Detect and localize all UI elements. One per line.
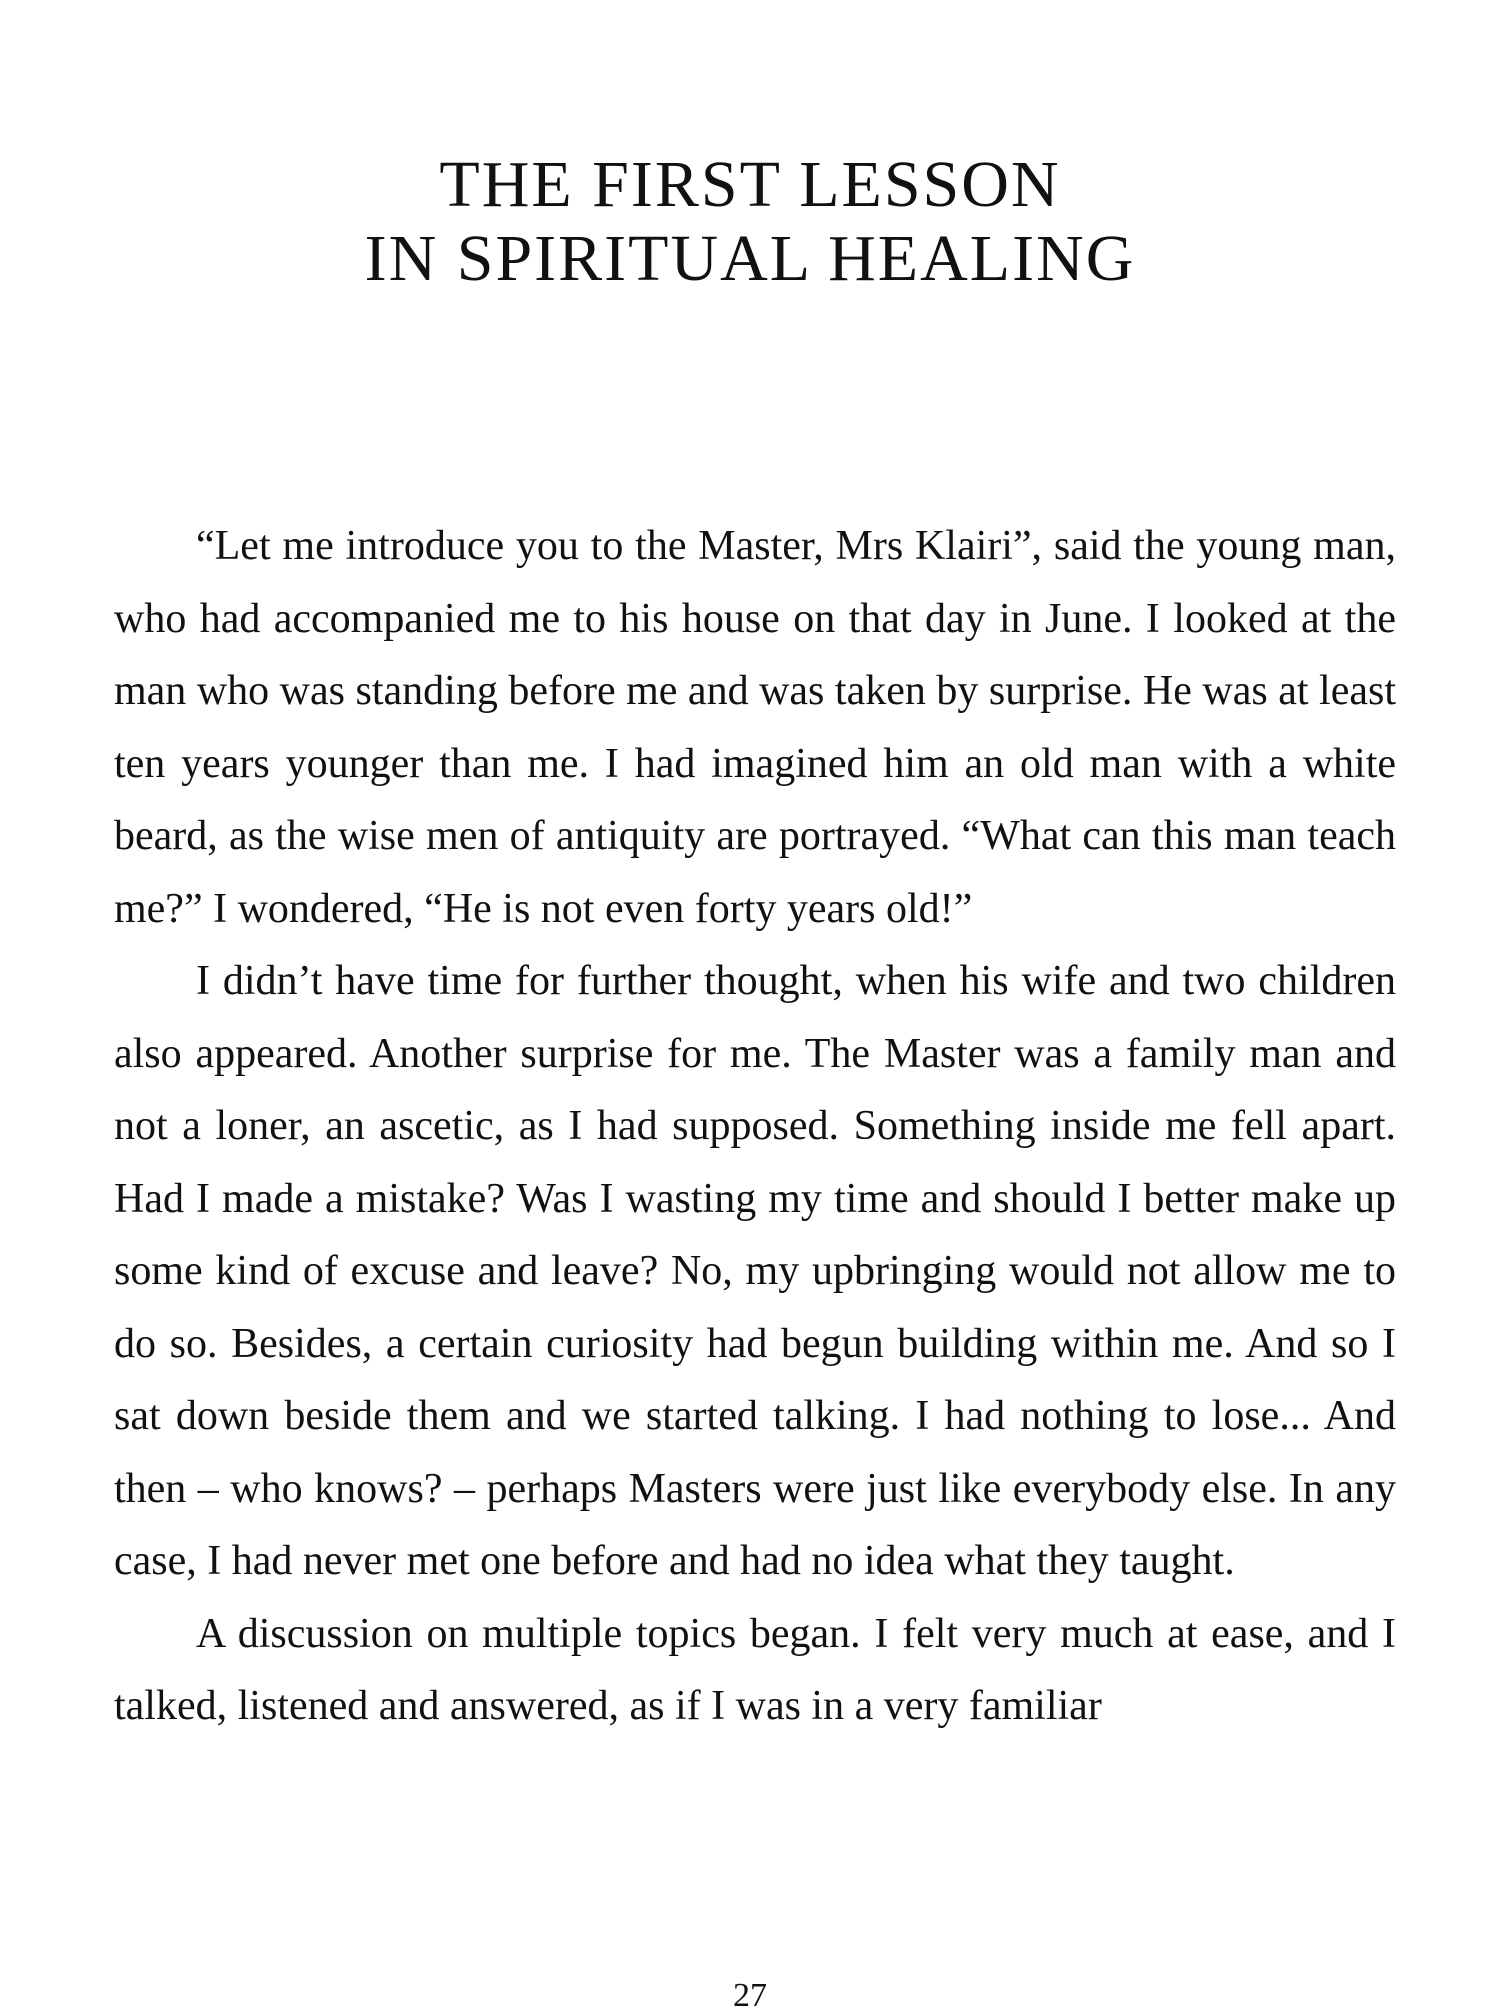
chapter-title-line-2: IN SPIRITUAL HEALING <box>364 222 1136 295</box>
chapter-title <box>0 148 1500 296</box>
body-text <box>114 510 1396 1743</box>
chapter-title-line-1: THE FIRST LESSON <box>439 148 1061 221</box>
paragraph-2: I didn’t have time for further thought, when his wife and two children also appeared. Another surprise for me. The Master was a family man and not a loner, an ascetic, as I had supposed. Something inside me fell apart. Had I made a mistake? Was I wasting my time and should I better make up some kind of excuse and leave? No, my upbringing would not allow me to do so. Besides, a certain curiosity had begun building within me. And so I sat down beside them and we started talking. I had nothing to lose... And then – who knows? – perhaps Masters were just like everybody else. In any case, I had never met one before and had no idea what they taught. <box>114 958 1396 1584</box>
page-number: 27 <box>733 1977 767 2014</box>
paragraph-1: “Let me introduce you to the Master, Mrs Klairi”, said the young man, who had accompanied me to his house on that day in June. I looked at the man who was standing before me and was taken by surprise. He was at least ten years younger than me. I had imagined him an old man with a white beard, as the wise men of antiquity are portrayed. “What can this man teach me?” I wondered, “He is not even forty years old!” <box>114 523 1396 932</box>
paragraph-3: A discussion on multiple topics began. I felt very much at ease, and I talked, listened and answered, as if I was in a very familiar <box>114 1610 1396 1729</box>
